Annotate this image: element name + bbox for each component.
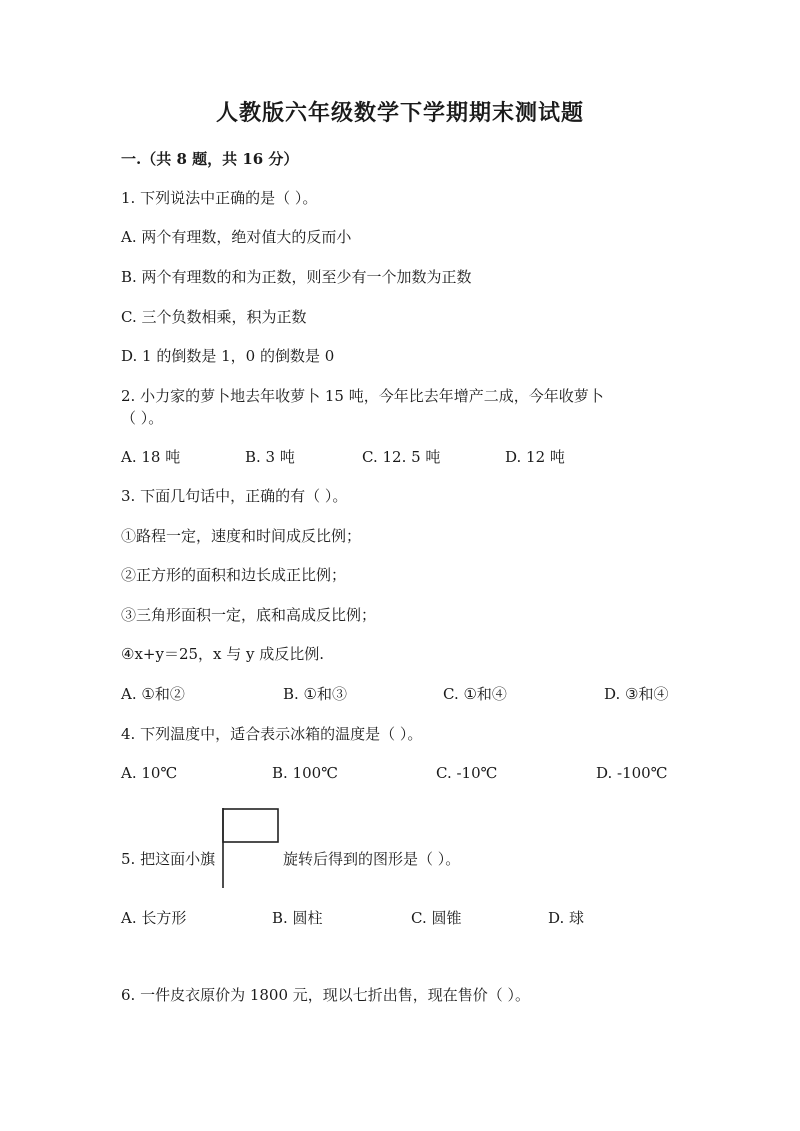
question-2-option-a: A. 18 吨 — [121, 448, 181, 466]
question-3-statement-4: ④x+y＝25，x 与 y 成反比例. — [121, 645, 325, 663]
question-2-stem-line1: 2. 小力家的萝卜地去年收萝卜 15 吨，今年比去年增产二成，今年收萝卜 — [121, 387, 604, 405]
question-3-statement-1: ①路程一定，速度和时间成反比例； — [121, 527, 362, 545]
question-1-option-a: A. 两个有理数，绝对值大的反而小 — [121, 228, 352, 246]
question-1-stem: 1. 下列说法中正确的是（ ）。 — [121, 189, 318, 207]
question-3-option-c: C. ①和④ — [443, 685, 507, 703]
question-2-stem-line2: （ ）。 — [121, 409, 164, 427]
question-4-option-a: A. 10℃ — [121, 764, 178, 782]
question-1-option-c: C. 三个负数相乘，积为正数 — [121, 308, 307, 326]
flag-diagram-icon — [222, 808, 280, 890]
question-2-option-d: D. 12 吨 — [505, 448, 565, 466]
question-5-stem-before: 5. 把这面小旗 — [121, 850, 216, 868]
question-5-stem-after: 旋转后得到的图形是（ ）。 — [283, 850, 461, 868]
question-3-option-a: A. ①和② — [121, 685, 185, 703]
question-3-option-b: B. ①和③ — [283, 685, 348, 703]
question-4-option-b: B. 100℃ — [272, 764, 338, 782]
question-2-option-b: B. 3 吨 — [245, 448, 295, 466]
question-3-stem: 3. 下面几句话中，正确的有（ ）。 — [121, 487, 348, 505]
question-3-option-d: D. ③和④ — [604, 685, 669, 703]
question-5-option-d: D. 球 — [548, 909, 585, 927]
question-5-option-c: C. 圆锥 — [411, 909, 462, 927]
question-4-option-d: D. -100℃ — [596, 764, 668, 782]
question-6-stem: 6. 一件皮衣原价为 1800 元，现以七折出售，现在售价（ ）。 — [121, 986, 531, 1004]
question-4-stem: 4. 下列温度中，适合表示冰箱的温度是（ ）。 — [121, 725, 423, 743]
question-5-option-a: A. 长方形 — [121, 909, 187, 927]
question-3-statement-2: ②正方形的面积和边长成正比例； — [121, 566, 347, 584]
section-heading: 一.（共 8 题，共 16 分） — [121, 150, 299, 168]
question-3-statement-3: ③三角形面积一定，底和高成反比例； — [121, 606, 377, 624]
page-title: 人教版六年级数学下学期期末测试题 — [215, 100, 584, 126]
question-4-option-c: C. -10℃ — [436, 764, 498, 782]
question-5-option-b: B. 圆柱 — [272, 909, 323, 927]
question-1-option-b: B. 两个有理数的和为正数，则至少有一个加数为正数 — [121, 268, 472, 286]
question-1-option-d: D. 1 的倒数是 1，0 的倒数是 0 — [121, 347, 335, 365]
question-2-option-c: C. 12. 5 吨 — [362, 448, 441, 466]
